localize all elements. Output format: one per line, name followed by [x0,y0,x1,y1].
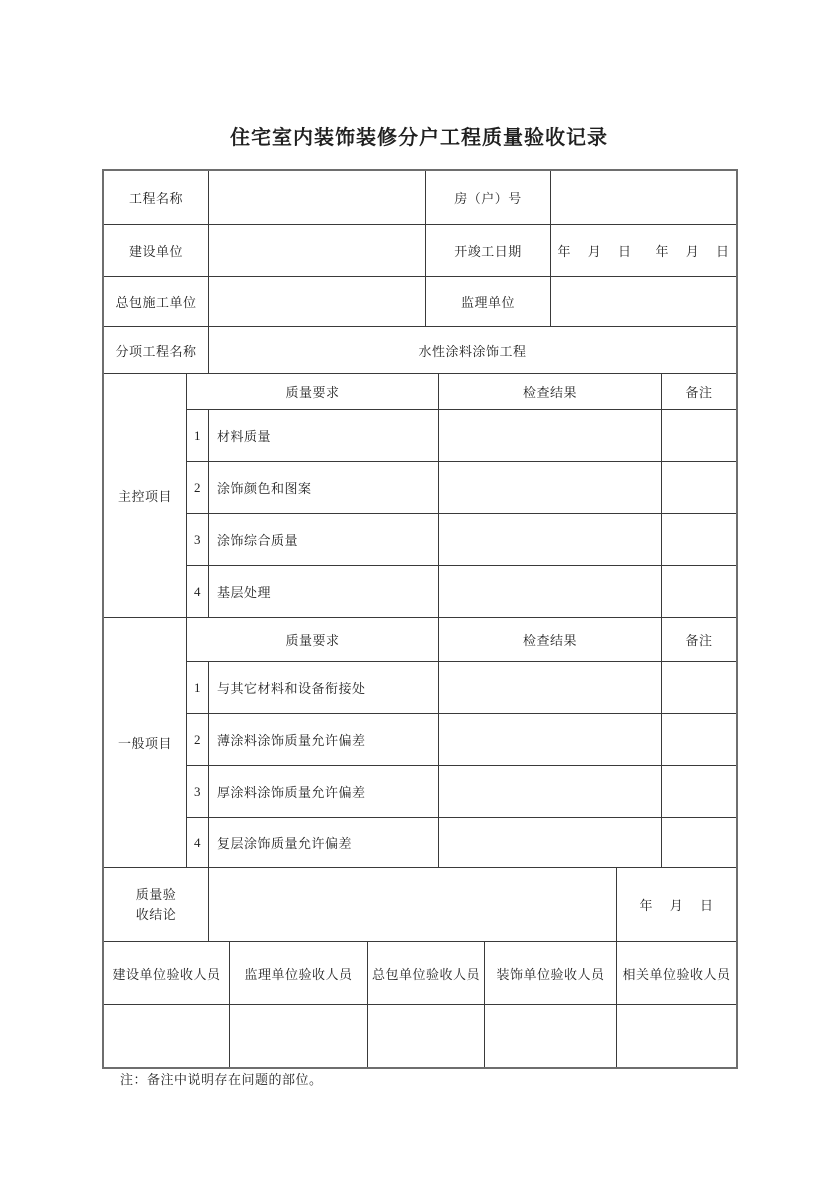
general-contractor-value-cell [209,277,426,326]
signer-header-construction: 建设单位验收人员 [104,942,230,1004]
item-remark-cell [662,410,736,461]
item-text: 基层处理 [209,566,439,617]
signature-cell [230,1005,368,1067]
page-title: 住宅室内装饰装修分户工程质量验收记录 [230,127,608,149]
item-result-cell [439,566,662,617]
item-number: 3 [187,766,209,817]
info-row-sub-project [104,327,736,374]
item-number: 2 [187,462,209,513]
item-result-cell [439,662,662,713]
construction-unit-label: 建设单位 [104,225,209,276]
signer-header-row [104,942,736,1005]
item-row [187,766,736,818]
item-text: 与其它材料和设备衔接处 [209,662,439,713]
item-result-cell [439,714,662,765]
item-result-cell [439,514,662,565]
conclusion-date: 年 月 日 [639,898,714,913]
info-row-general-contractor [104,277,736,327]
check-result-header: 检查结果 [439,374,662,409]
item-text: 复层涂饰质量允许偏差 [209,818,439,867]
info-row-construction-unit [104,225,736,277]
item-row [187,462,736,514]
section-header-row [187,618,736,662]
project-name-value-cell [209,171,426,224]
section-header-row [187,374,736,410]
item-text: 涂饰综合质量 [209,514,439,565]
section-general-rows [187,618,736,867]
item-number: 1 [187,662,209,713]
item-row [187,410,736,462]
item-row [187,514,736,566]
item-number: 1 [187,410,209,461]
item-number: 4 [187,566,209,617]
item-remark-cell [662,766,736,817]
general-contractor-label: 总包施工单位 [104,277,209,326]
signer-header-general-contractor: 总包单位验收人员 [368,942,485,1004]
start-completion-date-label: 开竣工日期 [426,225,551,276]
quality-requirement-header: 质量要求 [187,618,439,661]
signature-cell [617,1005,736,1067]
item-text: 薄涂料涂饰质量允许偏差 [209,714,439,765]
signer-header-decoration: 装饰单位验收人员 [485,942,617,1004]
item-text: 厚涂料涂饰质量允许偏差 [209,766,439,817]
item-result-cell [439,818,662,867]
conclusion-row [104,868,736,942]
conclusion-label [104,868,209,941]
signature-row [104,1005,736,1067]
item-text: 材料质量 [209,410,439,461]
house-number-value-cell [551,171,736,224]
item-remark-cell [662,462,736,513]
footnote: 注：备注中说明存在问题的部位。 [120,1072,323,1087]
section-main-control-rows [187,374,736,617]
section-main-control-items [104,374,736,618]
signature-cell [368,1005,485,1067]
item-row [187,662,736,714]
acceptance-form-table [102,169,738,1069]
date-from: 年 月 日 [557,244,632,259]
project-name-label: 工程名称 [104,171,209,224]
supervision-unit-label: 监理单位 [426,277,551,326]
quality-requirement-header: 质量要求 [187,374,439,409]
signer-header-supervision: 监理单位验收人员 [230,942,368,1004]
section-general-items [104,618,736,868]
remark-header: 备注 [685,385,713,400]
signature-cell [104,1005,230,1067]
check-result-header: 检查结果 [439,618,662,661]
item-remark-cell [662,662,736,713]
sub-project-value: 水性涂料涂饰工程 [418,343,527,359]
item-remark-cell [662,818,736,867]
date-to: 年 月 日 [655,244,730,259]
section-label-general: 一般项目 [104,618,187,867]
item-number: 4 [187,818,209,867]
item-remark-cell [662,514,736,565]
item-remark-cell [662,566,736,617]
signature-cell [485,1005,617,1067]
signer-header-related: 相关单位验收人员 [622,966,731,982]
item-result-cell [439,462,662,513]
item-remark-cell [662,714,736,765]
item-row [187,566,736,617]
item-row [187,818,736,867]
house-number-label: 房（户）号 [426,171,551,224]
supervision-unit-value-cell [551,277,736,326]
conclusion-label-line2: 收结论 [135,906,177,922]
start-completion-date-value-cell [551,225,736,276]
conclusion-date-cell [617,868,736,941]
conclusion-label-line1: 质量验 [135,887,177,902]
info-row-project [104,171,736,225]
item-row [187,714,736,766]
date-pair [557,241,729,260]
item-result-cell [439,766,662,817]
sub-project-label: 分项工程名称 [104,327,209,373]
remark-header: 备注 [685,633,713,648]
item-number: 3 [187,514,209,565]
section-label-main-control: 主控项目 [104,374,187,617]
item-result-cell [439,410,662,461]
conclusion-content-cell [209,868,617,941]
item-number: 2 [187,714,209,765]
item-text: 涂饰颜色和图案 [209,462,439,513]
construction-unit-value-cell [209,225,426,276]
